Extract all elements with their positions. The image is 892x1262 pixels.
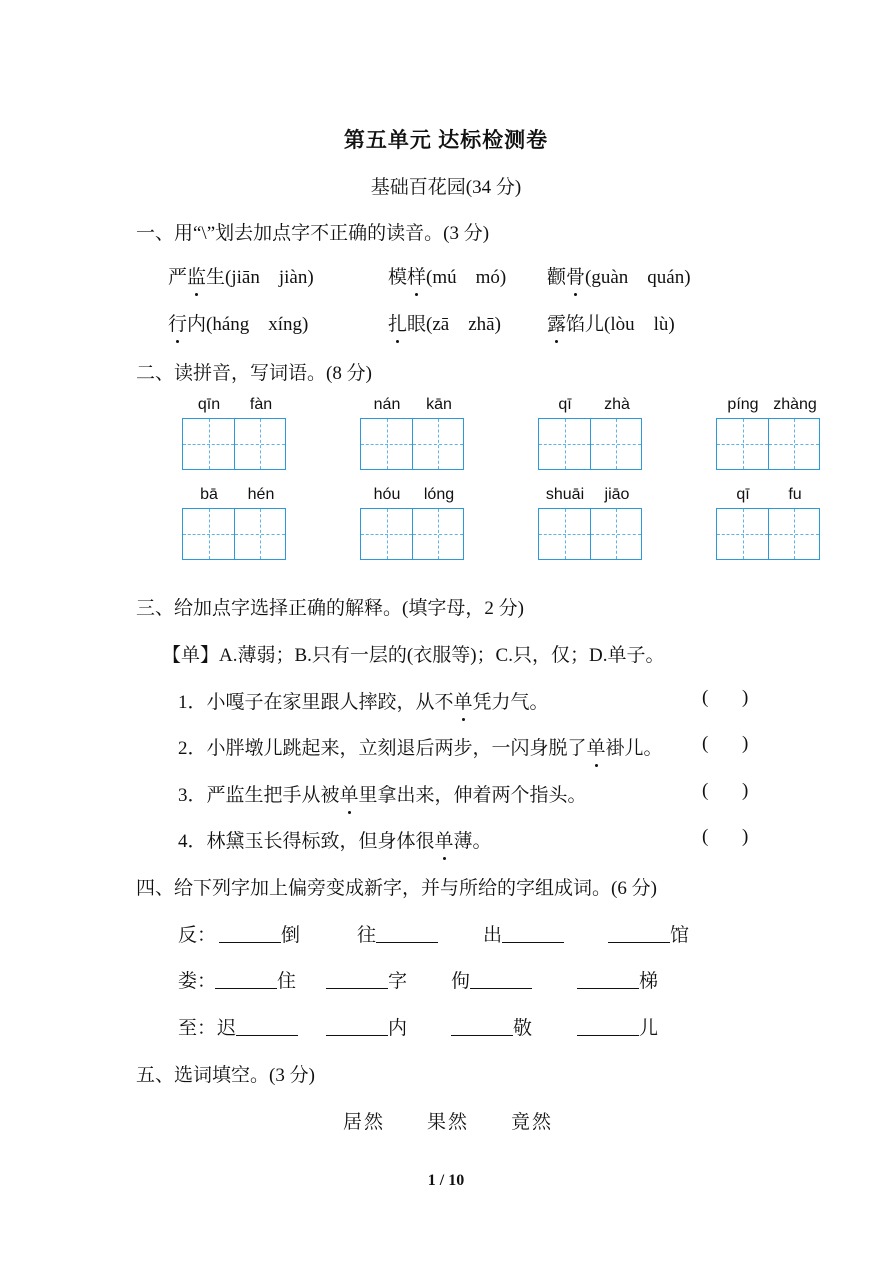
fill-blank[interactable] bbox=[219, 924, 281, 943]
q3-text: 小嘎子在家里跟人摔跤，从不 bbox=[206, 692, 454, 713]
q3-text: 薄。 bbox=[453, 831, 492, 852]
q1-item bbox=[388, 309, 501, 336]
pinyin: píng bbox=[727, 396, 759, 413]
q1-text: 眼(zā zhā) bbox=[407, 314, 501, 335]
dotted-char: 监 bbox=[187, 262, 206, 289]
q1-text: 生(jiān jiàn) bbox=[206, 267, 314, 288]
answer-parens[interactable] bbox=[702, 733, 748, 755]
q4-item: 馆 bbox=[608, 920, 689, 947]
q3-item bbox=[178, 687, 549, 714]
q4-item: 住 bbox=[215, 966, 296, 993]
pinyin: hén bbox=[247, 486, 275, 503]
word-option: 果然 bbox=[427, 1111, 470, 1133]
question-4-heading: 四、给下列字加上偏旁变成新字，并与所给的字组成词。(6 分) bbox=[136, 878, 657, 899]
q1-item bbox=[388, 262, 506, 289]
word-option: 居然 bbox=[343, 1111, 386, 1133]
q4-item: 往 bbox=[357, 920, 438, 947]
q1-text: (mú mó) bbox=[426, 267, 507, 288]
q4-item: 佝 bbox=[451, 966, 532, 993]
writing-grid[interactable] bbox=[360, 508, 464, 560]
paren-open: ( bbox=[702, 780, 709, 801]
fill-blank[interactable] bbox=[215, 970, 277, 989]
pinyin: fu bbox=[788, 486, 802, 503]
question-2-heading: 二、读拼音，写词语。(8 分) bbox=[136, 363, 372, 384]
paren-open: ( bbox=[702, 826, 709, 847]
writing-grid[interactable] bbox=[716, 508, 820, 560]
q1-item bbox=[168, 262, 314, 289]
paren-close: ) bbox=[742, 687, 749, 708]
pinyin: fàn bbox=[249, 396, 273, 413]
q3-item bbox=[178, 780, 587, 807]
fill-blank[interactable] bbox=[236, 1017, 298, 1036]
q3-text: 里拿出来，伸着两个指头。 bbox=[358, 785, 587, 806]
writing-grid[interactable] bbox=[716, 418, 820, 470]
q1-text: 严 bbox=[168, 267, 188, 288]
dotted-char: 露 bbox=[547, 309, 566, 336]
q3-item bbox=[178, 733, 663, 760]
definition-line: 【单】A.薄弱；B.只有一层的(衣服等)；C.只，仅；D.单子。 bbox=[162, 645, 665, 666]
q1-item bbox=[547, 309, 675, 336]
fill-blank[interactable] bbox=[376, 924, 438, 943]
pinyin: lóng bbox=[423, 486, 455, 503]
writing-grid[interactable] bbox=[360, 418, 464, 470]
pinyin: shuāi bbox=[545, 486, 585, 503]
question-3-heading: 三、给加点字选择正确的解释。(填字母，2 分) bbox=[136, 598, 524, 619]
q4-item: 出 bbox=[483, 920, 564, 947]
pinyin: jiāo bbox=[604, 486, 630, 503]
pinyin: qī bbox=[558, 396, 572, 413]
q1-text: (guàn quán) bbox=[585, 267, 691, 288]
writing-grid[interactable] bbox=[538, 508, 642, 560]
q3-text: 褂儿。 bbox=[605, 738, 663, 759]
q4-row-label: 至： bbox=[178, 1018, 217, 1039]
q1-text: 馅儿(lòu lù) bbox=[566, 314, 675, 335]
section-subtitle: 基础百花园(34 分) bbox=[370, 177, 522, 198]
dotted-char: 单 bbox=[587, 733, 606, 760]
q1-text: 模 bbox=[388, 267, 408, 288]
pinyin: zhà bbox=[604, 396, 630, 413]
pinyin: kān bbox=[426, 396, 452, 413]
q1-item bbox=[168, 309, 308, 336]
q4-item: 梯 bbox=[577, 966, 658, 993]
fill-blank[interactable] bbox=[326, 1017, 388, 1036]
fill-blank[interactable] bbox=[326, 970, 388, 989]
dotted-char: 样 bbox=[407, 262, 426, 289]
paren-open: ( bbox=[702, 687, 709, 708]
item-number: 4． bbox=[178, 831, 207, 852]
answer-parens[interactable] bbox=[702, 687, 748, 709]
q3-item bbox=[178, 826, 492, 853]
dotted-char: 单 bbox=[454, 687, 473, 714]
pinyin: qī bbox=[736, 486, 750, 503]
q4-item: 字 bbox=[326, 966, 407, 993]
q3-text: 凭力气。 bbox=[472, 692, 549, 713]
q4-item: 儿 bbox=[577, 1013, 658, 1040]
pinyin: qīn bbox=[197, 396, 221, 413]
paren-open: ( bbox=[702, 733, 709, 754]
pinyin: hóu bbox=[373, 486, 401, 503]
question-5-heading: 五、选词填空。(3 分) bbox=[136, 1065, 315, 1086]
item-number: 1． bbox=[178, 692, 207, 713]
fill-blank[interactable] bbox=[577, 970, 639, 989]
fill-blank[interactable] bbox=[577, 1017, 639, 1036]
q4-item: 内 bbox=[326, 1013, 407, 1040]
q3-text: 小胖墩儿跳起来，立刻退后两步，一闪身脱了 bbox=[206, 738, 587, 759]
pinyin: bā bbox=[200, 486, 218, 503]
pinyin: nán bbox=[373, 396, 401, 413]
item-number: 3． bbox=[178, 785, 207, 806]
dotted-char: 扎 bbox=[388, 309, 407, 336]
q1-text: 内(háng xíng) bbox=[187, 314, 309, 335]
dotted-char: 单 bbox=[435, 826, 454, 853]
fill-blank[interactable] bbox=[608, 924, 670, 943]
answer-parens[interactable] bbox=[702, 780, 748, 802]
word-option: 竟然 bbox=[511, 1111, 554, 1133]
q4-row-label: 反： bbox=[178, 925, 217, 946]
paren-close: ) bbox=[742, 780, 749, 801]
answer-parens[interactable] bbox=[702, 826, 748, 848]
q4-item: 敬 bbox=[451, 1013, 532, 1040]
paren-close: ) bbox=[742, 733, 749, 754]
item-number: 2． bbox=[178, 738, 207, 759]
writing-grid[interactable] bbox=[182, 508, 286, 560]
q3-text: 严监生把手从被 bbox=[206, 785, 340, 806]
q1-text: 颧 bbox=[547, 267, 567, 288]
dotted-char: 骨 bbox=[566, 262, 585, 289]
page-title: 第五单元 达标检测卷 bbox=[343, 128, 549, 152]
question-1-heading: 一、用“\”划去加点字不正确的读音。(3 分) bbox=[136, 223, 490, 244]
q1-item bbox=[547, 262, 691, 289]
q3-text: 林黛玉长得标致，但身体很 bbox=[206, 831, 435, 852]
writing-grid[interactable] bbox=[182, 418, 286, 470]
fill-blank[interactable] bbox=[470, 970, 532, 989]
fill-blank[interactable] bbox=[502, 924, 564, 943]
q4-row-label: 娄： bbox=[178, 971, 217, 992]
dotted-char: 行 bbox=[168, 309, 187, 336]
q4-item: 迟 bbox=[217, 1013, 298, 1040]
paren-close: ) bbox=[742, 826, 749, 847]
dotted-char: 单 bbox=[340, 780, 359, 807]
q4-item: 倒 bbox=[219, 920, 300, 947]
page-number: 1 / 10 bbox=[427, 1172, 465, 1189]
fill-blank[interactable] bbox=[451, 1017, 513, 1036]
pinyin: zhàng bbox=[773, 396, 817, 413]
writing-grid[interactable] bbox=[538, 418, 642, 470]
